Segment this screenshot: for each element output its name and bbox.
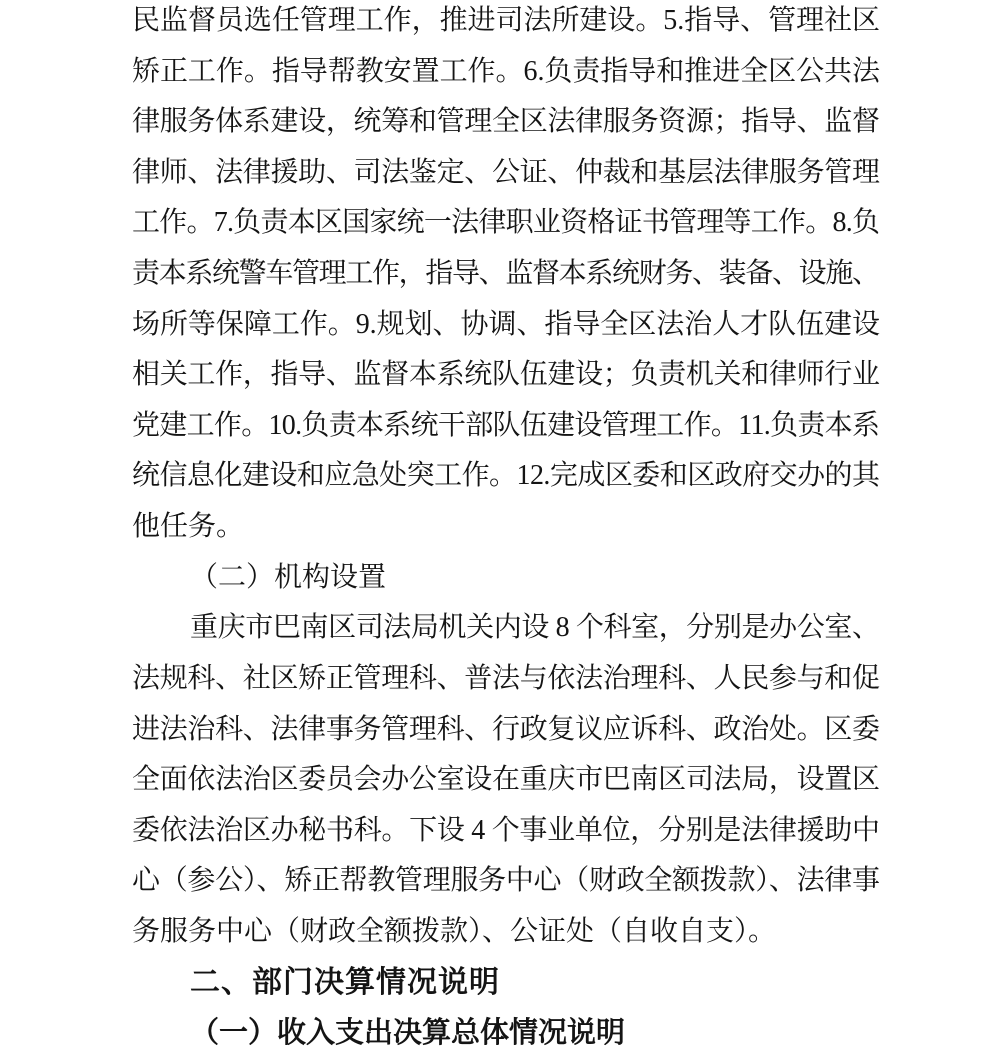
body-line: [132, 806, 880, 857]
text-run: 务服务中心（财政全额拨款）、公证处（自收自支）。: [132, 915, 777, 947]
body-line: [132, 148, 880, 199]
text-run: 统信息化建设和应急处突工作。12.完成区委和区政府交办的其: [132, 460, 880, 492]
text-run: 律师、法律援助、司法鉴定、公证、仲裁和基层法律服务管理: [132, 156, 880, 188]
body-line: [132, 47, 880, 98]
text-run: 重庆市巴南区司法局机关内设 8 个科室，分别是办公室、: [190, 612, 880, 644]
body-line: [132, 654, 880, 705]
text-run: 相关工作，指导、监督本系统队伍建设；负责机关和律师行业: [132, 359, 880, 391]
text-run: 党建工作。10.负责本系统干部队伍建设管理工作。11.负责本系: [132, 409, 880, 441]
heading-budget-statement: [132, 958, 880, 1009]
text-run: 进法治科、法律事务管理科、行政复议应诉科、政治处。区委: [132, 713, 880, 745]
body-line: [132, 451, 880, 502]
text-run: 民监督员选任管理工作，推进司法所建设。5.指导、管理社区: [132, 5, 880, 36]
body-line: [132, 755, 880, 806]
body-line: [132, 249, 880, 300]
text-run: 矫正工作。指导帮教安置工作。6.负责指导和推进全区公共法: [132, 55, 880, 87]
body-line: [132, 97, 880, 148]
heading-income-expense-overview: [132, 1008, 880, 1059]
text-run: 全面依法治区委员会办公室设在重庆市巴南区司法局，设置区: [132, 764, 880, 796]
body-line: [132, 401, 880, 452]
text-run: 他任务。: [132, 511, 245, 543]
body-line: [132, 198, 880, 249]
body-line: [132, 907, 880, 958]
text-run: 律服务体系建设，统筹和管理全区法律服务资源；指导、监督: [132, 106, 880, 138]
body-line: [132, 300, 880, 351]
body-line: [132, 603, 880, 654]
text-run: 场所等保障工作。9.规划、协调、指导全区法治人才队伍建设: [132, 308, 880, 340]
text-run: 责本系统警车管理工作，指导、监督本系统财务、装备、设施、: [132, 258, 879, 290]
text-run: （二）机构设置: [190, 561, 387, 593]
text-run: （一）收入支出决算总体情况说明: [190, 1017, 626, 1050]
text-run: 法规科、社区矫正管理科、普法与依法治理科、人民参与和促: [132, 662, 880, 694]
body-line: [132, 0, 880, 47]
document-content: [132, 0, 880, 1059]
text-run: 委依法治区办秘书科。下设 4 个事业单位，分别是法律援助中: [132, 814, 880, 846]
body-line: [132, 705, 880, 756]
body-line: [132, 856, 880, 907]
body-line: [132, 350, 880, 401]
body-line: [132, 502, 880, 553]
text-run: 二、部门决算情况说明: [190, 965, 500, 999]
text-run: 工作。7.负责本区国家统一法律职业资格证书管理等工作。8.负: [132, 207, 880, 239]
text-run: 心（参公）、矫正帮教管理服务中心（财政全额拨款）、法律事: [132, 865, 880, 897]
heading-org-setup: [132, 553, 880, 604]
